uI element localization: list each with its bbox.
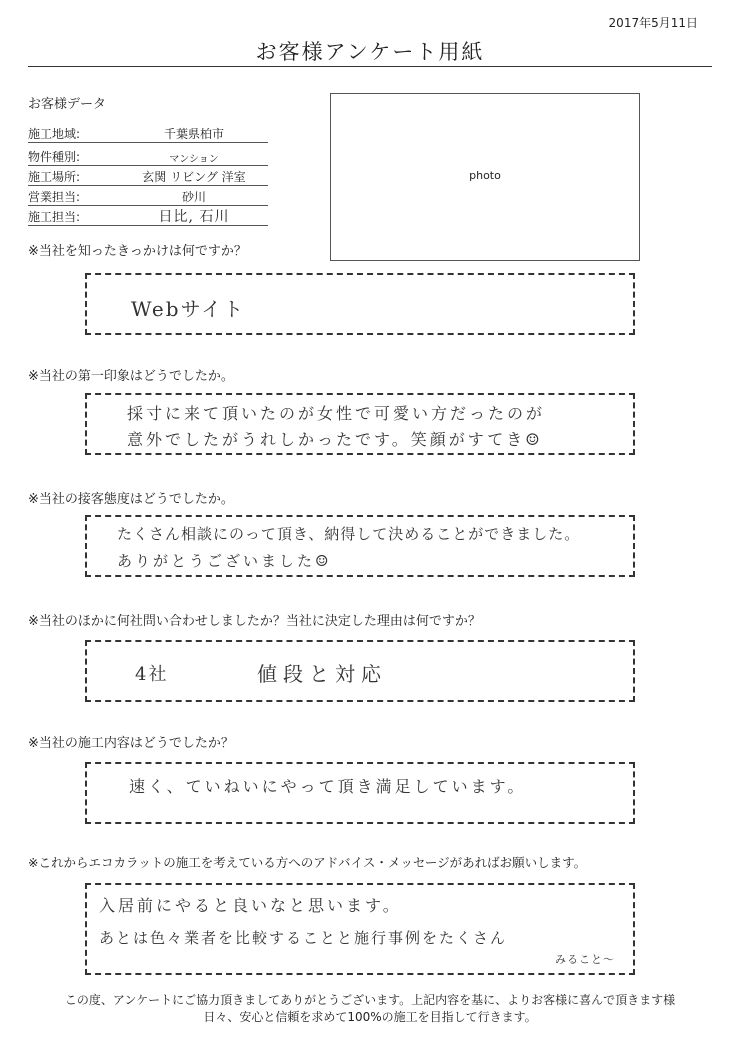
row-value: 玄関 リビング 洋室 bbox=[142, 170, 246, 184]
question-advice-message: ※これからエコカラットの施工を考えている方へのアドバイス・メッセージがあればお願いします。 bbox=[28, 855, 587, 870]
answer-box-how-found bbox=[85, 273, 635, 335]
row-label: 施工場所: bbox=[28, 170, 81, 184]
handwritten-answer: 4社 bbox=[135, 664, 169, 685]
handwritten-answer: 入居前にやると良いなと思います。 bbox=[99, 896, 402, 915]
row-label: 営業担当: bbox=[28, 190, 81, 204]
handwritten-answer: 採寸に来て頂いたのが女性で可愛い方だったのが bbox=[127, 404, 546, 423]
handwritten-answer: 速く、ていねいにやって頂き満足しています。 bbox=[129, 777, 527, 796]
question-how-found: ※当社を知ったきっかけは何ですか？ bbox=[28, 244, 247, 259]
question-service-attitude: ※当社の接客態度はどうでしたか。 bbox=[28, 492, 234, 507]
photo-label: photo bbox=[469, 169, 501, 182]
answer-box-other-companies bbox=[85, 640, 635, 702]
handwritten-answer: みること〜 bbox=[555, 953, 615, 966]
row-label: 施工地域: bbox=[28, 127, 81, 141]
question-other-companies: ※当社のほかに何社問い合わせしましたか？当社に決定した理由は何ですか？ bbox=[28, 614, 481, 629]
row-label: 施工担当: bbox=[28, 210, 81, 224]
answer-box-advice-message bbox=[85, 883, 635, 975]
handwritten-answer: ありがとうございました☺ bbox=[117, 552, 332, 570]
question-first-impression: ※当社の第一印象はどうでしたか。 bbox=[28, 369, 234, 384]
handwritten-answer: Webサイト bbox=[131, 297, 246, 321]
row-value: 日比, 石川 bbox=[158, 209, 230, 225]
handwritten-answer: 値段と対応 bbox=[257, 662, 387, 686]
survey-date: 2017年5月11日 bbox=[608, 16, 698, 30]
footer-line-2: 日々、安心と信頼を求めて100%の施工を目指して行きます。 bbox=[203, 1010, 537, 1024]
handwritten-answer: たくさん相談にのって頂き、納得して決めることができました。 bbox=[117, 525, 581, 543]
row-value: 千葉県柏市 bbox=[163, 127, 224, 141]
answer-box-construction-quality bbox=[85, 762, 635, 824]
question-construction-quality: ※当社の施工内容はどうでしたか？ bbox=[28, 736, 234, 751]
customer-row-installer bbox=[28, 205, 268, 226]
handwritten-answer: 意外でしたがうれしかったです。笑顔がすてき☺ bbox=[127, 430, 543, 449]
customer-row-location bbox=[28, 165, 268, 186]
customer-row-area bbox=[28, 122, 268, 143]
row-value: マンション bbox=[169, 154, 219, 165]
footer-line-1: この度、アンケートにご協力頂きましてありがとうございます。上記内容を基に、よりお客様に喜んで頂きます様 bbox=[64, 993, 676, 1007]
title-divider bbox=[28, 66, 712, 67]
answer-box-service-attitude bbox=[85, 515, 635, 577]
customer-row-sales-rep bbox=[28, 185, 268, 206]
handwritten-answer: あとは色々業者を比較することと施行事例をたくさん bbox=[99, 929, 508, 947]
customer-row-property-type bbox=[28, 145, 268, 166]
photo-placeholder bbox=[330, 93, 640, 261]
answer-box-first-impression bbox=[85, 393, 635, 455]
customer-data-heading: お客様データ bbox=[28, 97, 107, 112]
page-title: お客様アンケート用紙 bbox=[255, 40, 485, 64]
row-label: 物件種別: bbox=[28, 150, 81, 164]
row-value: 砂川 bbox=[181, 190, 206, 204]
